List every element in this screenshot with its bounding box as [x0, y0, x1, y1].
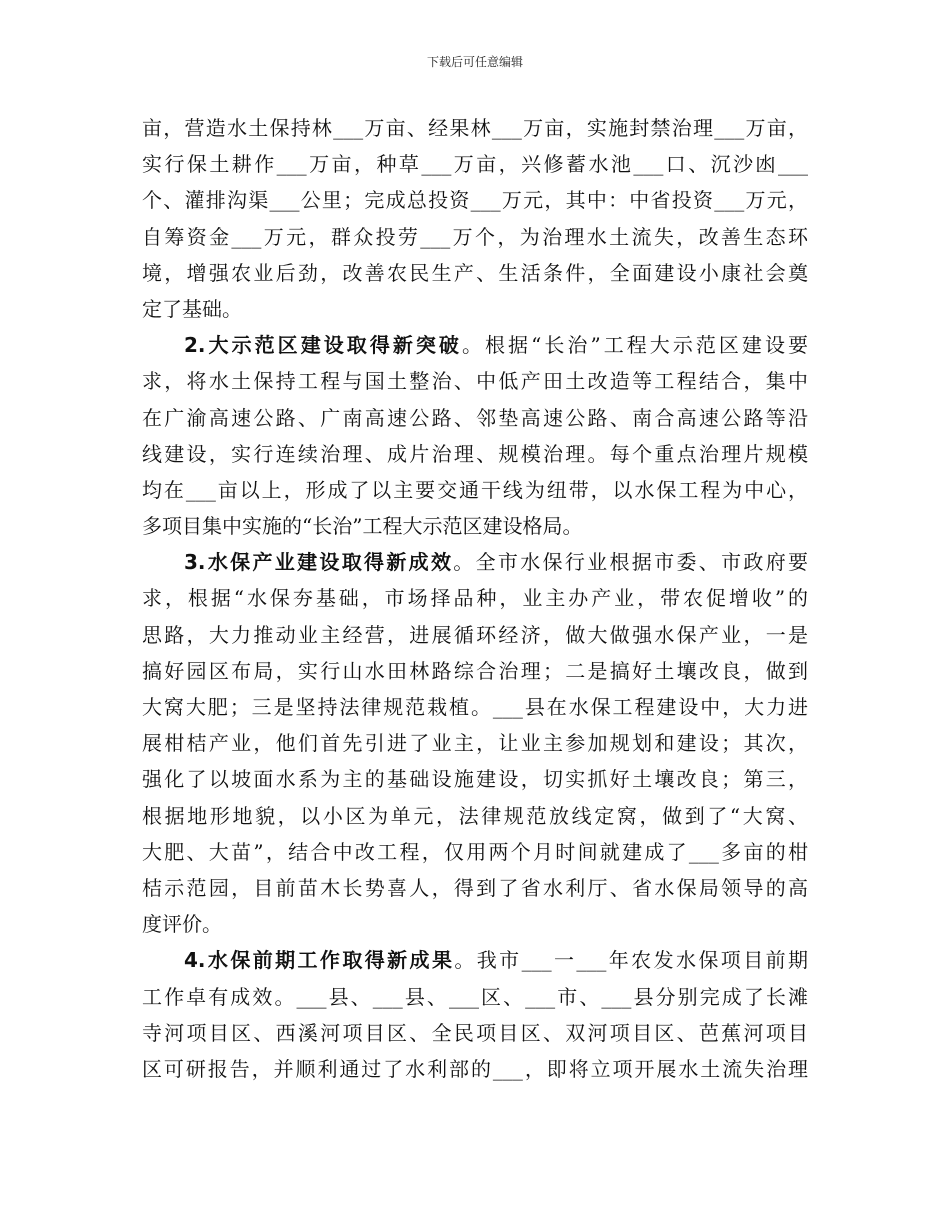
text-line: [142, 219, 808, 255]
line-text: 境，增强农业后劲，改善农民生产、生活条件，全面建设小康社会奠: [142, 260, 808, 285]
line-text: 线建设，实行连续治理、成片治理、规模治理。每个重点治理片规模: [142, 441, 808, 466]
text-line: [142, 472, 808, 508]
text-line: [142, 291, 808, 327]
text-line: [142, 363, 808, 399]
line-text: 大窝大肥；三是坚持法律规范栽植。___县在水保工程建设中，大力进: [142, 695, 808, 719]
text-line: [142, 110, 808, 146]
line-text: 。我市___一___年农发水保项目前期: [454, 948, 809, 973]
text-line: [142, 400, 808, 436]
text-line: [142, 1015, 808, 1051]
line-text: 亩，营造水土保持林___万亩、经果林___万亩，实施封禁治理___万亩，: [142, 116, 808, 140]
section-heading: 2.大示范区建设取得新突破: [184, 333, 462, 358]
line-text: 根据地形地貌，以小区为单元，法律规范放线定窝，做到了“大窝、: [142, 803, 808, 828]
text-line: [142, 1051, 808, 1087]
line-text: 实行保土耕作___万亩，种草___万亩，兴修蓄水池___口、沉沙凼___: [142, 152, 808, 177]
line-text: 桔示范园，目前苗木长势喜人，得到了省水利厅、省水保局领导的高: [142, 875, 808, 900]
page-header: 下载后可任意编辑: [426, 55, 523, 69]
text-line: [142, 725, 808, 761]
line-text: 搞好园区布局，实行山水田林路综合治理；二是搞好土壤改良，做到: [142, 658, 808, 683]
text-line: [142, 870, 808, 906]
text-line: [142, 255, 808, 291]
line-text: 定了基础。: [142, 296, 242, 321]
line-text: 工作卓有成效。___县、___县、___区、___市、___县分别完成了长滩: [142, 984, 808, 1009]
text-line: [142, 761, 808, 797]
text-line: [142, 182, 808, 218]
text-line: [142, 146, 808, 182]
line-text: 度评价。: [142, 912, 222, 937]
text-line: [142, 436, 808, 472]
line-text: 均在___亩以上，形成了以主要交通干线为纽带，以水保工程为中心，: [142, 477, 808, 502]
text-line: [142, 689, 808, 725]
line-text: 求，将水土保持工程与国土整治、中低产田土改造等工程结合，集中: [142, 369, 808, 394]
line-text: 个、灌排沟渠___公里；完成总投资___万元，其中：中省投资___万元，: [142, 188, 808, 213]
line-text: 区可研报告，并顺利通过了水利部的___，即将立项开展水土流失治理: [142, 1056, 808, 1081]
line-text: 寺河项目区、西溪河项目区、全民项目区、双河项目区、芭蕉河项目: [142, 1020, 808, 1045]
line-text: 。根据“长治”工程大示范区建设要: [461, 333, 809, 358]
document-body: [142, 110, 808, 1087]
text-line: [142, 327, 808, 363]
line-text: 展柑桔产业，他们首先引进了业主，让业主参加规划和建设；其次，: [142, 731, 808, 756]
line-text: 。全市水保行业根据市委、市政府要: [453, 550, 809, 575]
line-text: 思路，大力推动业主经营，进展循环经济，做大做强水保产业，一是: [142, 622, 808, 647]
section-heading: 3.水保产业建设取得新成效: [184, 550, 454, 575]
line-text: 强化了以坡面水系为主的基础设施建设，切实抓好土壤改良；第三，: [142, 767, 808, 792]
line-text: 大肥、大苗”，结合中改工程，仅用两个月时间就建成了___多亩的柑: [142, 839, 808, 864]
section-heading: 4.水保前期工作取得新成果: [184, 948, 455, 973]
line-text: 多项目集中实施的“长治”工程大示范区建设格局。: [142, 514, 583, 539]
text-line: [142, 544, 808, 580]
text-line: [142, 617, 808, 653]
text-line: [142, 798, 808, 834]
text-line: [142, 580, 808, 616]
text-line: [142, 508, 808, 544]
text-line: [142, 979, 808, 1015]
line-text: 自筹资金___万元，群众投劳___万个，为治理水土流失，改善生态环: [142, 224, 808, 249]
line-text: 在广渝高速公路、广南高速公路、邻垫高速公路、南合高速公路等沿: [142, 405, 808, 430]
text-line: [142, 653, 808, 689]
text-line: [142, 942, 808, 978]
text-line: [142, 906, 808, 942]
line-text: 求，根据“水保夯基础，市场择品种，业主办产业，带农促增收”的: [142, 586, 808, 611]
text-line: [142, 834, 808, 870]
